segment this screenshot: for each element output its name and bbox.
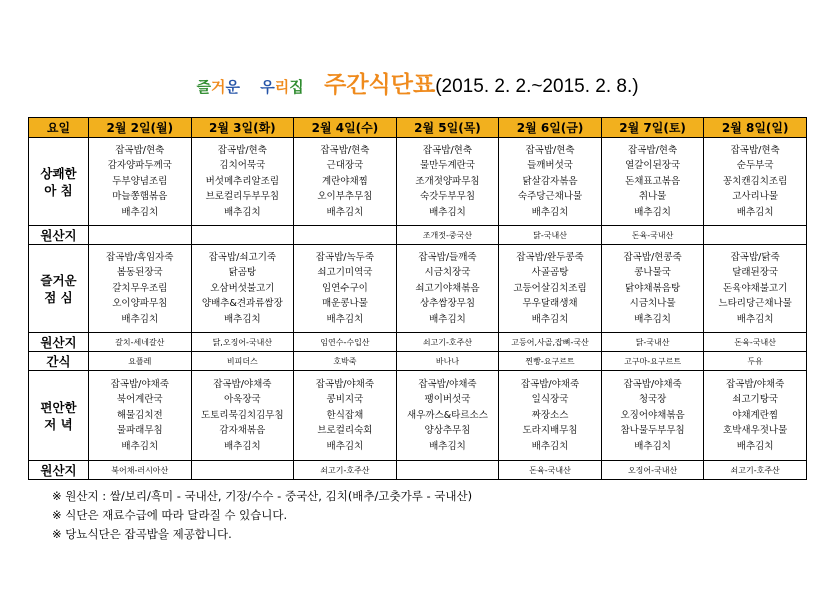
dish-item: 물파래무침 [116,425,163,437]
dish-item: 배추김치 [429,313,466,325]
dish-item: 잡곡밥/쇠고기죽 [208,251,277,263]
snack-cell: 요플레 [89,352,192,371]
origin-cell [294,226,397,245]
origin-cell: 돈육-국내산 [704,333,807,352]
dish-item: 아욱장국 [223,394,261,406]
dish-item: 참나물두부무침 [620,425,685,437]
dish-item: 배추김치 [736,440,774,452]
title-main: 주간식단표 [324,72,436,98]
dish-item: 잡곡밥/현축 [422,144,473,156]
dish-item: 상추쌈장무침 [419,298,475,310]
dish-item: 배추김치 [223,206,261,218]
dish-item: 시금치나물 [629,298,676,310]
origin-cell: 돈육-국내산 [601,226,704,245]
dish-item: 사골곰탕 [531,267,569,279]
lunch-cell [89,245,192,333]
breakfast-cell [396,138,499,226]
dish-item: 잡곡밥/닭죽 [730,251,780,263]
label-line: 편안한 [40,399,77,415]
dish-item: 배추김치 [121,313,159,325]
label-line: 저 녁 [44,416,73,432]
dish-item: 닭야채볶음탕 [625,282,681,294]
breakfast-cell [601,138,704,226]
breakfast-label [29,138,89,226]
lunch-row [29,245,807,333]
day-header: 2월 2일(월) [89,118,192,138]
day-header: 2월 4일(수) [294,118,397,138]
label-line: 상쾌한 [40,165,77,181]
dish-item: 오삼버섯불고기 [210,282,275,294]
dish-item: 오이부추무침 [317,191,373,203]
dish-item: 임연수구이 [321,282,368,294]
origin-cell: 돈육-국내산 [499,461,602,480]
dish-item: 돈채표고볶음 [625,175,681,187]
origin-cell: 쇠고기-호주산 [294,461,397,480]
dish-item: 잡곡밥/현축 [217,144,267,156]
footnote: ※ 식단은 재료수급에 따라 달라질 수 있습니다. [52,508,288,522]
dish-item: 배추김치 [429,206,466,218]
lunch-cell [191,245,294,333]
dish-item: 잡곡밥/야채죽 [315,378,375,390]
origin-cell: 닭-국내산 [499,226,602,245]
dish-item: 배추김치 [634,440,671,452]
dinner-cell [89,371,192,461]
snack-cell: 두유 [704,352,807,371]
dish-item: 느타리당근채나물 [718,298,792,310]
header-row [29,118,807,138]
dish-item: 배추김치 [121,440,159,452]
dish-item: 팽이버섯국 [424,394,471,406]
dish-item: 잡곡밥/야채죽 [418,378,477,390]
dish-item: 오징어야채볶음 [620,409,685,421]
dish-item: 브로컬리숙회 [317,425,373,437]
dish-item: 배추김치 [634,206,671,218]
label-line: 점 심 [44,289,73,305]
dinner-origin-row [29,461,807,480]
dish-item: 쇠고기탕국 [732,394,779,406]
day-header: 2월 5일(목) [396,118,499,138]
dish-item: 일식장국 [531,394,569,406]
origin-cell: 쇠고기-호주산 [396,333,499,352]
title-part1: 즐거운 [196,78,240,96]
dish-item: 야채계란찜 [732,409,779,421]
dish-item: 청국장 [638,394,667,406]
dish-item: 고사리나물 [732,191,779,203]
dish-item: 배추김치 [223,313,261,325]
dish-item: 잡곡밥/흑임자죽 [106,251,174,263]
dish-item: 배추김치 [736,206,774,218]
origin-cell: 오징어-국내산 [601,461,704,480]
dish-item: 잡곡밥/현축 [730,144,780,156]
footnote: ※ 당뇨식단은 잡곡밥을 제공합니다. [52,527,232,541]
page-title [0,66,835,99]
dinner-cell [704,371,807,461]
snack-cell: 고구마-요구르트 [601,352,704,371]
dish-item: 호박새우젓나물 [723,425,788,437]
breakfast-cell [499,138,602,226]
lunch-cell [396,245,499,333]
dish-item: 돈육야채불고기 [723,282,788,294]
dish-item: 근대장국 [326,160,364,172]
breakfast-cell [704,138,807,226]
label-line: 즐거운 [40,272,77,288]
snack-cell: 비피더스 [191,352,294,371]
dish-item: 숙갓두부무침 [419,191,475,203]
dish-item: 해물김치전 [116,409,163,421]
lunch-cell [499,245,602,333]
origin-cell: 고등어,사골,잡뼈-국산 [499,333,602,352]
dinner-label [29,371,89,461]
dish-item: 달래된장국 [732,267,779,279]
dish-item: 물만두계란국 [419,160,475,172]
dinner-cell [499,371,602,461]
dish-item: 도토리묵김치김무침 [201,409,284,421]
dish-item: 쇠고기미역국 [317,267,373,279]
lunch-origin-row [29,333,807,352]
label-line: 아 침 [44,182,73,198]
dish-item: 감자채볶음 [219,425,266,437]
dish-item: 계란야채찜 [321,175,368,187]
origin-cell [704,226,807,245]
dish-item: 매운콩나물 [321,298,368,310]
origin-label: 원산지 [29,226,89,245]
origin-cell [89,226,192,245]
dish-item: 새우까스&타르소스 [407,409,488,421]
dish-item: 잡곡밥/완두콩죽 [516,251,584,263]
snack-label: 간식 [29,352,89,371]
dish-item: 잡곡밥/야채죽 [726,378,785,390]
dinner-cell [294,371,397,461]
dish-item: 쇠고기야채볶음 [415,282,480,294]
dinner-row [29,371,807,461]
title-part2: 우리집 [260,78,304,96]
weekly-menu-table [28,117,807,480]
snack-cell: 호박죽 [294,352,397,371]
dish-item: 잡곡밥/녹두죽 [315,251,375,263]
lunch-cell [601,245,704,333]
breakfast-origin-row [29,226,807,245]
dish-item: 고등어살김치조림 [513,282,587,294]
snack-row [29,352,807,371]
origin-cell: 쇠고기-호주산 [704,461,807,480]
title-period: (2015. 2. 2.~2015. 2. 8.) [435,76,639,97]
dinner-cell [191,371,294,461]
dish-item: 배추김치 [121,206,159,218]
footnote: ※ 원산지 : 쌀/보리/흑미 - 국내산, 기장/수수 - 중국산, 김치(배추/고춧가루 - 국내산) [52,489,473,503]
day-header: 2월 7일(토) [601,118,704,138]
dish-item: 김치어묵국 [219,160,266,172]
day-header: 2월 6일(금) [499,118,602,138]
origin-label: 원산지 [29,461,89,480]
dish-item: 배추김치 [634,313,671,325]
dish-item: 닭살감자볶음 [522,175,578,187]
origin-cell: 닭,오징어-국내산 [191,333,294,352]
dish-item: 배추김치 [326,313,364,325]
dish-item: 배추김치 [531,440,569,452]
lunch-label [29,245,89,333]
snack-cell: 바나나 [396,352,499,371]
dish-item: 배추김치 [736,313,774,325]
dish-item: 북어계란국 [116,394,163,406]
footnotes [52,487,472,544]
dish-item: 배추김치 [223,440,261,452]
dish-item: 잡곡밥/현콩죽 [623,251,682,263]
lunch-cell [294,245,397,333]
origin-cell [191,461,294,480]
dish-item: 무우달래생채 [522,298,578,310]
dish-item: 배추김치 [326,440,364,452]
dish-item: 순두부국 [736,160,774,172]
breakfast-cell [89,138,192,226]
origin-cell [191,226,294,245]
dinner-cell [396,371,499,461]
dish-item: 들깨버섯국 [527,160,573,172]
breakfast-cell [294,138,397,226]
dish-item: 배추김치 [429,440,466,452]
dish-item: 잡곡밥/야채죽 [623,378,682,390]
dish-item: 두부양념조림 [112,175,168,187]
dish-item: 잡곡밥/야채죽 [520,378,580,390]
dish-item: 배추김치 [531,313,569,325]
dish-item: 잡곡밥/현축 [115,144,165,156]
dish-item: 취나물 [638,191,667,203]
origin-cell: 북어채-러시아산 [89,461,192,480]
dish-item: 잡곡밥/야채죽 [110,378,169,390]
dish-item: 잡곡밥/야채죽 [213,378,272,390]
dish-item: 봄동된장국 [116,267,163,279]
dish-item: 콩나물국 [634,267,671,279]
breakfast-cell [191,138,294,226]
dish-item: 마늘쫑햄볶음 [112,191,168,203]
dish-item: 양상추무침 [424,425,471,437]
dish-item: 닭곰탕 [228,267,257,279]
dish-item: 시금치장국 [424,267,471,279]
day-header: 2월 8일(일) [704,118,807,138]
origin-cell: 닭-국내산 [601,333,704,352]
dish-item: 잡곡밥/현축 [525,144,575,156]
dish-item: 갈치무우조림 [112,282,168,294]
origin-cell [396,461,499,480]
day-header: 2월 3일(화) [191,118,294,138]
origin-cell: 조개젓-중국산 [396,226,499,245]
dish-item: 숙주당근채나물 [517,191,583,203]
dish-item: 열갈이된장국 [625,160,681,172]
snack-cell: 찐빵-요구르트 [499,352,602,371]
dinner-cell [601,371,704,461]
dish-item: 오이양파무침 [112,298,168,310]
dish-item: 한식잡채 [326,409,364,421]
dish-item: 감자양파두께국 [107,160,172,172]
dish-item: 잡곡밥/현축 [628,144,678,156]
dish-item: 콩비지국 [326,394,364,406]
breakfast-row [29,138,807,226]
dish-item: 잡곡밥/들깨죽 [418,251,477,263]
dish-item: 조개젓양파무침 [415,175,480,187]
dish-item: 잡곡밥/현축 [320,144,370,156]
dish-item: 짜장소스 [531,409,569,421]
dish-item: 브로컬리두부무침 [205,191,280,203]
dish-item: 배추김치 [531,206,569,218]
lunch-cell [704,245,807,333]
dish-item: 도라지배무침 [522,425,578,437]
dish-item: 꽁치캔김치조림 [723,175,788,187]
origin-cell: 임연수-수입산 [294,333,397,352]
header-label: 요일 [29,118,89,138]
origin-label: 원산지 [29,333,89,352]
dish-item: 버섯메추리알조림 [205,175,280,187]
origin-cell: 갈치-세네갈산 [89,333,192,352]
dish-item: 배추김치 [326,206,364,218]
dish-item: 양배추&견과류쌈장 [201,298,283,310]
